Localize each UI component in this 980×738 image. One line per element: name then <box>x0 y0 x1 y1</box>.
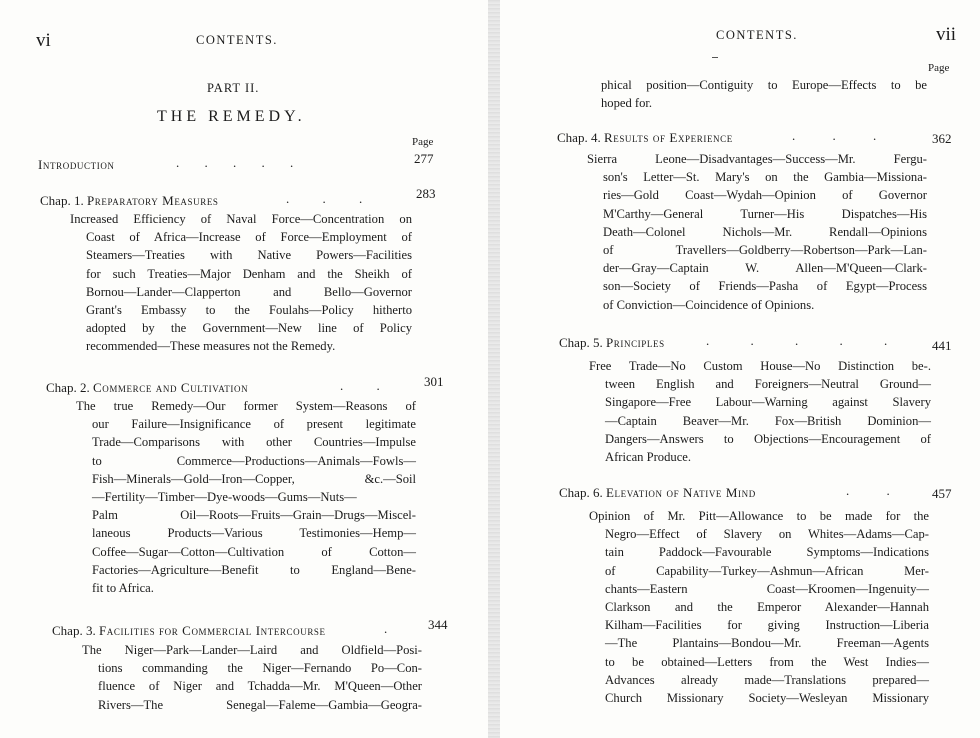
summary-line: for such Treaties—Major Denham and the Sheikh of <box>86 266 412 281</box>
chapter-3-label: Chap. 3. <box>52 623 96 638</box>
summary-line: Increased Efficiency of Naval Force—Concentration on <box>70 212 412 226</box>
summary-line: ries—Gold Coast—Wydah—Opinion of Governor <box>603 188 927 203</box>
chapter-5-heading <box>559 335 665 351</box>
summary-line: African Produce. <box>605 450 692 465</box>
summary-line: Coast of Africa—Increase of Force—Employment of <box>86 230 412 245</box>
summary-line: adopted by the Government—New line of Policy <box>86 321 412 336</box>
introduction-page: 277 <box>414 151 434 166</box>
summary-line: of Capability—Turkey—Ashmun—African Mer- <box>605 563 929 578</box>
chapter-5-label: Chap. 5. <box>559 335 603 350</box>
chapter-6-title: Elevation of Native Mind <box>605 485 756 500</box>
chapter-6-summary <box>589 507 929 707</box>
summary-line: Fish—Minerals—Gold—Iron—Copper, &c.—Soil <box>92 471 416 486</box>
summary-line: chants—Eastern Coast—Kroomen—Ingenuity— <box>605 581 929 596</box>
summary-line: to be obtained—Letters from the West Indies— <box>605 654 929 669</box>
chapter-4-page: 362 <box>932 131 952 146</box>
chapter-2-title: Commerce and Cultivation <box>92 380 249 395</box>
left-page-column-label: Page <box>412 136 434 148</box>
chapter-5-page: 441 <box>932 338 952 353</box>
summary-line: The Niger—Park—Lander—Laird and Oldfield—Posi- <box>82 643 422 657</box>
summary-line: Trade—Comparisons with other Countries—Impulse <box>92 435 416 450</box>
introduction-title: Introduction <box>38 157 115 172</box>
chapter-6-label: Chap. 6. <box>559 485 603 500</box>
summary-line: Advances already made—Translations prepared— <box>605 672 929 687</box>
continuation-summary <box>601 76 927 112</box>
introduction-dots: . . . . . <box>176 155 294 170</box>
chapter-2-summary <box>76 397 416 597</box>
part-label: PART II. <box>207 81 260 95</box>
summary-line: Palm Oil—Roots—Fruits—Grain—Drugs—Miscel- <box>92 508 416 523</box>
chapter-4-heading <box>557 130 733 146</box>
chapter-5-summary <box>589 357 931 466</box>
summary-line: hoped for. <box>601 96 653 111</box>
summary-line: Coffee—Sugar—Cotton—Cultivation of Cotton— <box>92 544 416 559</box>
summary-line: —Captain Beaver—Mr. Fox—British Dominion— <box>605 413 931 428</box>
left-page-number: vi <box>36 30 51 51</box>
summary-line: Grant's Embassy to the Foulahs—Policy hitherto <box>86 303 412 318</box>
chapter-3-title: Facilities for Commercial Intercourse <box>98 623 326 638</box>
chapter-1-page: 283 <box>416 186 436 201</box>
summary-line: Dangers—Answers to Objections—Encouragement of <box>605 431 931 446</box>
summary-line: our Failure—Insignificance of present legitimate <box>92 417 416 432</box>
summary-line: Rivers—The Senegal—Faleme—Gambia—Geogra- <box>98 697 422 712</box>
summary-line: Negro—Effect of Slavery on Whites—Adams—Cap- <box>605 527 929 542</box>
chapter-2-label: Chap. 2. <box>46 380 90 395</box>
chapter-6-dots: . . <box>846 483 890 498</box>
summary-line: Steamers—Treaties with Native Powers—Facilities <box>86 248 412 263</box>
left-running-head: CONTENTS. <box>196 33 278 47</box>
summary-line: recommended—These measures not the Remedy. <box>86 339 336 354</box>
summary-line: Church Missionary Society—Wesleyan Missionary <box>605 691 929 706</box>
summary-line: fit to Africa. <box>92 581 154 596</box>
summary-line: to Commerce—Productions—Animals—Fowls— <box>92 453 416 468</box>
chapter-1-title: Preparatory Measures <box>86 193 219 208</box>
summary-line: —Fertility—Timber—Dye-woods—Gums—Nuts— <box>92 490 357 505</box>
summary-line: Death—Colonel Nichols—Mr. Rendall—Opinions <box>603 224 927 239</box>
chapter-1-heading <box>40 193 219 209</box>
right-running-head: CONTENTS. <box>716 28 798 42</box>
summary-line: fluence of Niger and Tchadda—Mr. M'Queen—Other <box>98 679 422 694</box>
summary-line: Factories—Agriculture—Benefit to England—Bene- <box>92 562 416 577</box>
chapter-1-dots: . . . <box>286 191 363 206</box>
right-page-column-label: Page <box>928 62 950 74</box>
summary-line: son—Society of Friends—Pasha of Egypt—Process <box>603 279 927 294</box>
chapter-3-summary <box>82 641 422 714</box>
chapter-4-title: Results of Experience <box>603 130 733 145</box>
summary-line: Sierra Leone—Disadvantages—Success—Mr. Fergu- <box>587 152 927 166</box>
part-title: THE REMEDY. <box>157 108 306 125</box>
chapter-1-summary <box>70 210 412 356</box>
summary-line: Clarkson and the Emperor Alexander—Hannah <box>605 600 929 615</box>
summary-line: der—Gray—Captain W. Allen—M'Queen—Clark- <box>603 261 927 276</box>
chapter-3-page: 344 <box>428 617 448 632</box>
chapter-6-heading <box>559 485 756 501</box>
print-mark <box>712 57 718 58</box>
summary-line: son's Letter—St. Mary's on the Gambia—Missiona- <box>603 170 927 185</box>
chapter-4-summary <box>587 150 927 314</box>
summary-line: Kilham—Facilities for giving Instruction—Liberia <box>605 618 929 633</box>
summary-line: —The Plantains—Bondou—Mr. Freeman—Agents <box>605 636 929 651</box>
summary-line: Free Trade—No Custom House—No Distinction be-. <box>589 359 931 373</box>
summary-line: M'Carthy—General Turner—His Dispatches—His <box>603 206 927 221</box>
chapter-2-heading <box>46 380 248 396</box>
summary-line: tain Paddock—Favourable Symptoms—Indications <box>605 545 929 560</box>
summary-line: tween English and Foreigners—Neutral Ground— <box>605 377 931 392</box>
summary-line: of Conviction—Coincidence of Opinions. <box>603 297 815 312</box>
chapter-4-label: Chap. 4. <box>557 130 601 145</box>
right-page-number: vii <box>936 24 957 45</box>
summary-line: tions commanding the Niger—Fernando Po—Con- <box>98 661 422 676</box>
right-page <box>500 0 980 738</box>
summary-line: of Travellers—Goldberry—Robertson—Park—Lan- <box>603 243 927 258</box>
summary-line: Singapore—Free Labour—Warning against Slavery <box>605 395 931 410</box>
chapter-4-dots: . . . <box>792 128 877 143</box>
summary-line: Bornou—Lander—Clapperton and Bello—Governor <box>86 284 412 299</box>
chapter-3-dots: . <box>384 621 388 636</box>
summary-line: phical position—Contiguity to Europe—Effects to be <box>601 78 927 92</box>
chapter-5-title: Principles <box>605 335 665 350</box>
chapter-2-page: 301 <box>424 374 444 389</box>
chapter-6-page: 457 <box>932 486 952 501</box>
summary-line: laneous Products—Various Testimonies—Hemp— <box>92 526 416 541</box>
summary-line: Opinion of Mr. Pitt—Allowance to be made for the <box>589 509 929 523</box>
chapter-5-dots: . . . . . <box>706 333 888 348</box>
chapter-1-label: Chap. 1. <box>40 193 84 208</box>
chapter-2-dots: . . <box>340 378 380 393</box>
chapter-3-heading <box>52 623 326 639</box>
summary-line: The true Remedy—Our former System—Reasons of <box>76 399 416 413</box>
